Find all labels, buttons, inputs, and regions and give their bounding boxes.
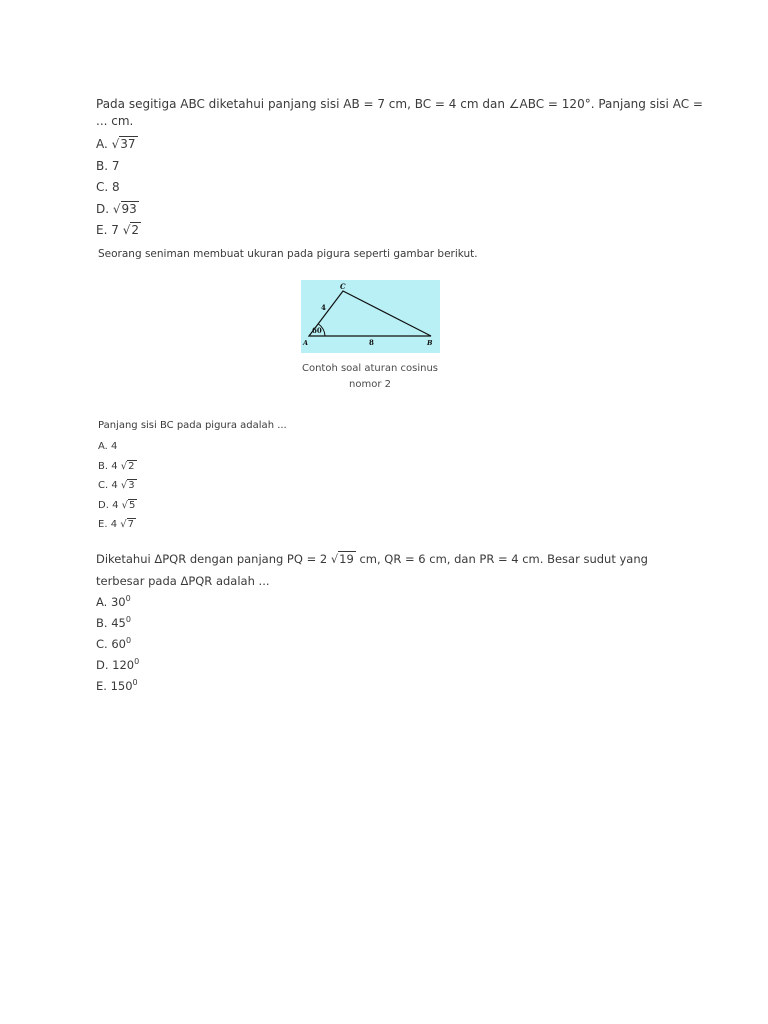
q2-option-b: B. 4 √2 xyxy=(98,457,287,477)
sqrt-expression: √93 xyxy=(112,201,137,216)
q2-option-d: D. 4 √5 xyxy=(98,496,287,516)
side-label-ab: 8 xyxy=(369,338,374,347)
q2-option-e: E. 4 √7 xyxy=(98,515,287,535)
q3-option-b: B. $45^0$ xyxy=(96,615,131,630)
question-2 xyxy=(98,419,287,535)
figure-caption: Contoh soal aturan cosinus nomor 2 xyxy=(301,363,439,390)
sqrt-expression: √3 xyxy=(120,480,135,491)
q3-option-c: C. $60^0$ xyxy=(96,636,132,651)
q1-option-e: E. 7 √2 xyxy=(96,220,716,242)
question-3 xyxy=(96,549,696,697)
question-3-stem: Diketahui ΔPQR dengan panjang PQ = 2 √19 cm, QR = 6 cm, dan PR = 4 cm. Besar sudut yang terbesar pada ΔPQR adalah ... xyxy=(96,549,696,592)
vertex-label-c: C xyxy=(340,282,346,291)
question-2-stem: Panjang sisi BC pada pigura adalah ... xyxy=(98,420,287,431)
question-1-stem: Pada segitiga ABC diketahui panjang sisi AB = 7 cm, BC = 4 cm dan ∠ABC = 120°. Panjang sisi AC = ... cm. xyxy=(96,97,703,128)
angle-label: 60 xyxy=(312,326,322,335)
q2-option-a: A. 4 xyxy=(98,441,118,452)
sqrt-expression: √19 xyxy=(330,552,354,566)
sqrt-expression: √2 xyxy=(120,460,135,472)
q3-option-e: E. $150^0$ xyxy=(96,678,138,693)
sqrt-expression: √7 xyxy=(120,519,134,530)
q1-option-d: D. √93 xyxy=(96,199,716,221)
q1-option-a: A. √37 xyxy=(96,134,716,156)
sqrt-expression: √2 xyxy=(122,223,139,237)
q3-option-d: D. $120^0$ xyxy=(96,657,140,672)
question-2-intro: Seorang seniman membuat ukuran pada pigura seperti gambar berikut. xyxy=(98,248,478,260)
question-1 xyxy=(96,96,716,242)
sqrt-expression: √37 xyxy=(111,137,136,151)
q3-option-a: A. $30^0$ xyxy=(96,594,131,609)
sqrt-expression: √5 xyxy=(121,499,136,511)
q1-option-c: C. 8 xyxy=(96,180,120,194)
q1-option-b: B. 7 xyxy=(96,158,120,173)
triangle-figure xyxy=(301,280,440,353)
side-label-ac: 4 xyxy=(321,303,326,312)
q2-option-c: C. 4 √3 xyxy=(98,476,287,496)
vertex-label-a: A xyxy=(303,339,309,347)
vertex-label-b: B xyxy=(427,339,433,347)
